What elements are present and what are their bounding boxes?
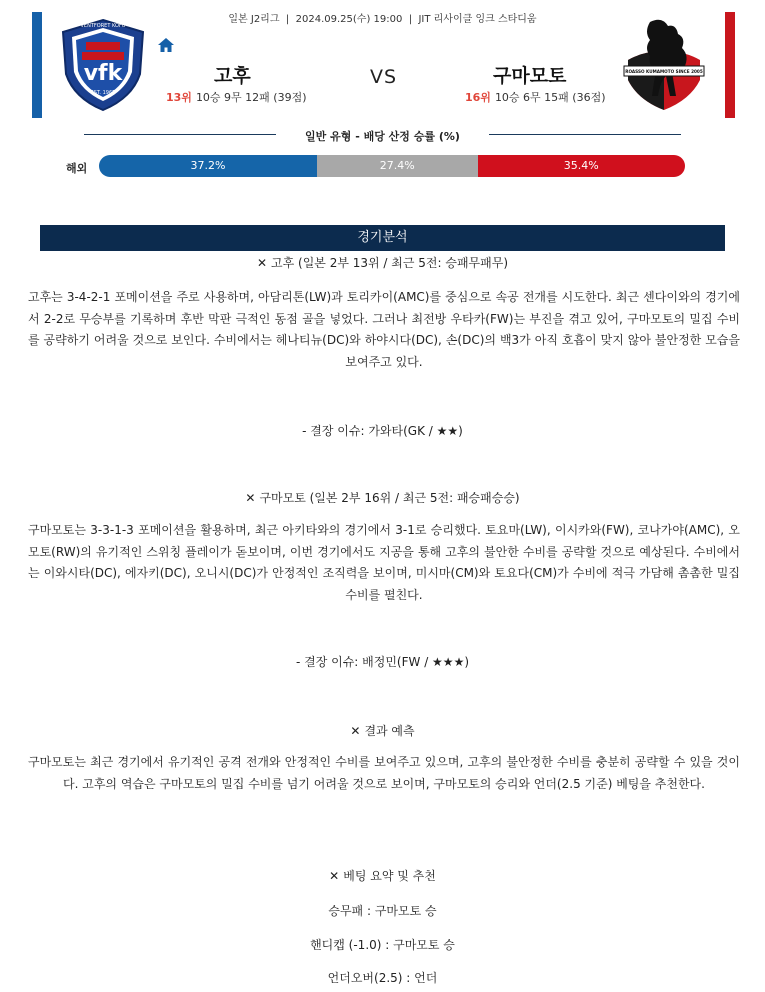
summary-heading-text: 베팅 요약 및 추천 — [343, 869, 436, 883]
away-record — [465, 89, 606, 105]
draw-segment: 27.4% — [317, 155, 478, 177]
away-record-text: 10승 6무 15패 (36점) — [494, 91, 606, 104]
home-logo-est: EST. 1965 — [90, 90, 116, 96]
home-analysis-text: 고후는 3-4-2-1 포메이션을 주로 사용하며, 아담리톤(LW)과 토리카이(AMC)를 중심으로 속공 전개를 시도한다. 최근 센다이와의 경기에서 2-2로 무승부를 기록하며 후반 막판 극적인 동점 골을 넣었다. 그러나 최전방 우타카(FW)는 부진을 겪고 있어, 구마모토의 밀집 수비를 공략하기 어려울 것으로 보인다. 수비에서는 헤나티뉴(DC)와 하야시다(DC), 손(DC)의 백3가 아직 호흡이 맞지 않아 불안정한 모습을 보여주고 있다. — [28, 290, 740, 369]
home-color-bar — [32, 12, 42, 118]
analysis-title: 경기분석 — [40, 225, 725, 251]
home-absence: - 결장 이슈: 가와타(GK / ★★) — [302, 424, 463, 438]
prediction-heading-text: 결과 예측 — [364, 724, 415, 738]
probability-bar — [99, 155, 685, 177]
away-heading-text: 구마모토 (일본 2부 16위 / 최근 5전: 패승패승승) — [259, 491, 520, 505]
x-mark-icon: ✕ — [256, 256, 268, 270]
home-analysis-heading — [0, 254, 765, 271]
x-mark-icon: ✕ — [329, 869, 340, 883]
away-team-name: 구마모토 — [493, 65, 567, 87]
probability-title: 일반 유형 - 배당 산정 승률 (%) — [305, 130, 460, 143]
summary-heading — [0, 867, 765, 884]
home-rank: 13위 — [166, 91, 192, 104]
match-datetime: 2024.09.25(수) 19:00 — [295, 14, 403, 25]
home-record-text: 10승 9무 12패 (39점) — [195, 91, 307, 104]
away-win-segment: 35.4% — [478, 155, 685, 177]
home-icon — [158, 38, 174, 52]
venue-label: JIT 리사이클 잉크 스타디움 — [418, 14, 537, 25]
summary-item: 핸디캡 (-1.0) : 구마모토 승 — [310, 938, 455, 952]
match-meta: 일본 J2리그 | 2024.09.25(수) 19:00 | JIT 리사이클 잉크 스타디움 — [228, 14, 537, 25]
x-mark-icon: ✕ — [350, 724, 361, 738]
vs-label: VS — [370, 66, 398, 88]
home-team-logo — [60, 18, 146, 112]
summary-item: 언더오버(2.5) : 언더 — [327, 971, 438, 985]
home-logo-text: VENTFORET KOFU — [80, 23, 126, 29]
home-heading-text: 고후 (일본 2부 13위 / 최근 5전: 승패무패무) — [271, 256, 509, 270]
away-rank: 16위 — [465, 91, 491, 104]
away-color-bar — [725, 12, 735, 118]
away-logo-text: ROASSO KUMAMOTO SINCE 2005 — [625, 69, 703, 74]
home-win-segment: 37.2% — [99, 155, 317, 177]
away-analysis-heading — [0, 489, 765, 506]
prediction-text: 구마모토는 최근 경기에서 유기적인 공격 전개와 안정적인 수비를 보여주고 있으며, 고후의 불안정한 수비를 충분히 공략할 수 있을 것이다. 고후의 역습은 구마모토의 밀집 수비를 넘기 어려울 것으로 보이며, 구마모토의 승리와 언더(2.5 기준) 베팅을 추천한다. — [28, 755, 740, 791]
home-record — [166, 89, 307, 105]
away-absence: - 결장 이슈: 배정민(FW / ★★★) — [295, 655, 470, 669]
x-mark-icon: ✕ — [245, 491, 256, 505]
summary-item: 승무패 : 구마모토 승 — [328, 904, 437, 918]
away-team-logo — [620, 16, 708, 112]
prediction-heading — [0, 722, 765, 739]
home-logo-letters: vfk — [83, 61, 123, 86]
away-analysis-text: 구마모토는 3-3-1-3 포메이션을 활용하며, 최근 아키타와의 경기에서 3-1로 승리했다. 토요마(LW), 이시카와(FW), 코나가야(AMC), 오모토(RW)의 유기적인 스위칭 플레이가 돋보이며, 이번 경기에서도 지공을 통해 고후의 불안한 수비를 공략할 것으로 예상된다. 수비에서는 이와시타(DC), 에자키(DC), 오니시(DC)가 안정적인 조직력을 보이며, 미시마(CM)와 토요다(CM)가 수비에 적극 가담해 촘촘한 밀집 수비를 펼친다. — [28, 523, 740, 602]
league-label: 일본 J2리그 — [228, 14, 280, 25]
home-team-name: 고후 — [214, 65, 251, 87]
probability-row-label: 해외 — [66, 162, 88, 175]
